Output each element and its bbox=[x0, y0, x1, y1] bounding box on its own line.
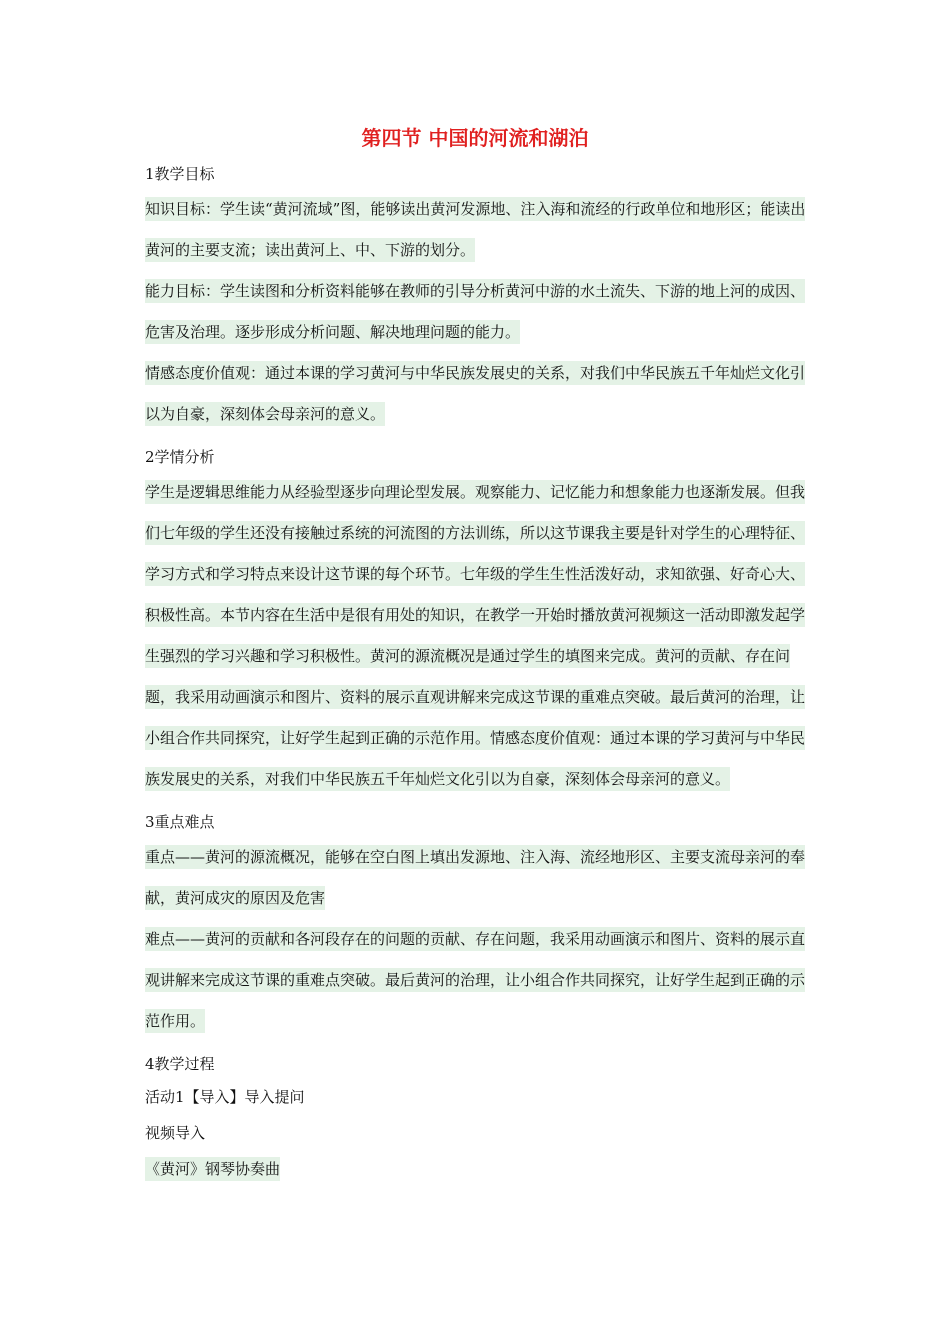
paragraph bbox=[145, 919, 807, 1042]
section-heading-process: 4教学过程 bbox=[145, 1055, 215, 1073]
paragraph bbox=[145, 837, 807, 919]
section-heading-objectives: 1教学目标 bbox=[145, 165, 215, 183]
section-heading-analysis: 2学情分析 bbox=[145, 448, 215, 466]
process-line bbox=[145, 1151, 807, 1187]
paragraph bbox=[145, 353, 807, 435]
paragraph-text: 重点——黄河的源流概况，能够在空白图上填出发源地、注入海、流经地形区、主要支流母亲河的奉献，黄河成灾的原因及危害 bbox=[145, 845, 805, 910]
paragraph bbox=[145, 472, 807, 800]
paragraph bbox=[145, 189, 807, 271]
paragraph-text: 学生是逻辑思维能力从经验型逐步向理论型发展。观察能力、记忆能力和想象能力也逐渐发展。但我们七年级的学生还没有接触过系统的河流图的方法训练，所以这节课我主要是针对学生的心理特征、学习方式和学习特点来设计这节课的每个环节。七年级的学生生性活泼好动，求知欲强、好奇心大、积极性高。本节内容在生活中是很有用处的知识，在教学一开始时播放黄河视频这一活动即激发起学生强烈的学习兴趣和学习积极性。黄河的源流概况是通过学生的填图来完成。黄河的贡献、存在问题，我采用动画演示和图片、资料的展示直观讲解来完成这节课的重难点突破。最后黄河的治理，让小组合作共同探究，让好学生起到正确的示范作用。情感态度价值观：通过本课的学习黄河与中华民族发展史的关系，对我们中华民族五千年灿烂文化引以为自豪，深刻体会母亲河的意义。 bbox=[145, 480, 805, 791]
paragraph-text: 能力目标：学生读图和分析资料能够在教师的引导分析黄河中游的水土流失、下游的地上河的成因、危害及治理。逐步形成分析问题、解决地理问题的能力。 bbox=[145, 279, 805, 344]
paragraph-text: 知识目标：学生读“黄河流域”图，能够读出黄河发源地、注入海和流经的行政单位和地形区；能读出黄河的主要支流；读出黄河上、中、下游的划分。 bbox=[145, 197, 805, 262]
process-line bbox=[145, 1115, 807, 1151]
paragraph bbox=[145, 271, 807, 353]
paragraph-text: 难点——黄河的贡献和各河段存在的问题的贡献、存在问题，我采用动画演示和图片、资料的展示直观讲解来完成这节课的重难点突破。最后黄河的治理，让小组合作共同探究，让好学生起到正确的示范作用。 bbox=[145, 927, 805, 1033]
paragraph-text: 情感态度价值观：通过本课的学习黄河与中华民族发展史的关系，对我们中华民族五千年灿烂文化引以为自豪，深刻体会母亲河的意义。 bbox=[145, 361, 805, 426]
section-heading-key-points: 3重点难点 bbox=[145, 813, 215, 831]
line-text: 视频导入 bbox=[145, 1124, 206, 1142]
document-body bbox=[145, 160, 807, 1187]
process-line bbox=[145, 1079, 807, 1115]
line-text: 活动1【导入】导入提问 bbox=[145, 1088, 305, 1106]
document-title: 第四节 中国的河流和湖泊 bbox=[361, 126, 589, 150]
line-text: 《黄河》钢琴协奏曲 bbox=[145, 1157, 280, 1181]
